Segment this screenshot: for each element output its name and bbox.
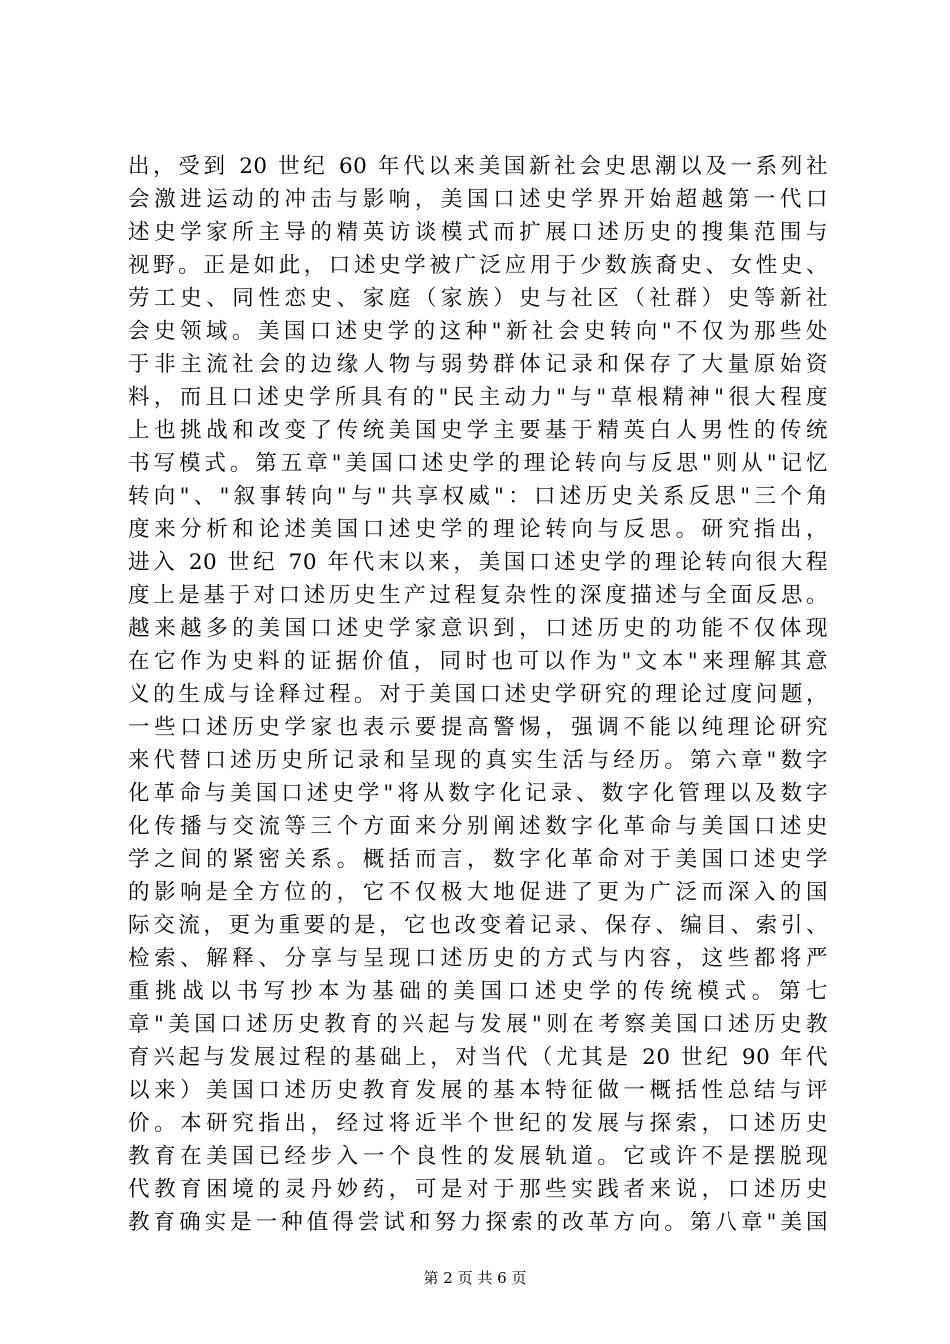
text-line: 视野。正是如此，口述史学被广泛应用于少数族裔史、女性史、 [128,253,828,278]
text-line: 劳工史、同性恋史、家庭（家族）史与社区（社群）史等新社 [128,286,828,311]
text-line: 教育确实是一种值得尝试和努力探索的改革方向。第八章"美国 [128,1210,828,1235]
text-line: 述史学家所主导的精英访谈模式而扩展口述历史的搜集范围与 [128,220,828,245]
text-line: 以来）美国口述历史教育发展的基本特征做一概括性总结与评 [128,1078,828,1103]
text-line: 越来越多的美国口述史学家意识到，口述历史的功能不仅体现 [128,616,828,641]
text-line: 在它作为史料的证据价值，同时也可以作为"文本"来理解其意 [128,649,828,674]
text-line: 教育在美国已经步入一个良性的发展轨道。它或许不是摆脱现 [128,1144,828,1169]
text-line: 转向"、"叙事转向"与"共享权威"：口述历史关系反思"三个角 [128,484,828,509]
text-line: 于非主流社会的边缘人物与弱势群体记录和保存了大量原始资 [128,352,828,377]
page-footer [0,1268,950,1288]
text-line: 价。本研究指出，经过将近半个世纪的发展与探索，口述历史 [128,1111,828,1136]
page-number-label: 第 2 页 共 6 页 [423,1269,527,1287]
text-line: 度来分析和论述美国口述史学的理论转向与反思。研究指出， [128,517,828,542]
text-line: 一些口述历史学家也表示要提高警惕，强调不能以纯理论研究 [128,715,828,740]
text-line: 育兴起与发展过程的基础上，对当代（尤其是 20 世纪 90 年代 [128,1045,828,1070]
text-line: 上也挑战和改变了传统美国史学主要基于精英白人男性的传统 [128,418,828,443]
text-line: 重挑战以书写抄本为基础的美国口述史学的传统模式。第七 [128,979,828,1004]
text-line: 来代替口述历史所记录和呈现的真实生活与经历。第六章"数字 [128,748,828,773]
text-line: 进入 20 世纪 70 年代末以来，美国口述史学的理论转向很大程 [128,550,828,575]
text-line: 章"美国口述历史教育的兴起与发展"则在考察美国口述历史教 [128,1012,828,1037]
text-line: 出，受到 20 世纪 60 年代以来美国新社会史思潮以及一系列社 [128,154,828,179]
text-line: 代教育困境的灵丹妙药，可是对于那些实践者来说，口述历史 [128,1177,828,1202]
text-line: 义的生成与诠释过程。对于美国口述史学研究的理论过度问题， [128,682,828,707]
text-line: 的影响是全方位的，它不仅极大地促进了更为广泛而深入的国 [128,880,828,905]
text-line: 会激进运动的冲击与影响，美国口述史学界开始超越第一代口 [128,187,828,212]
text-line: 书写模式。第五章"美国口述史学的理论转向与反思"则从"记忆 [128,451,828,476]
text-line: 检索、解释、分享与呈现口述历史的方式与内容，这些都将严 [128,946,828,971]
text-line: 际交流，更为重要的是，它也改变着记录、保存、编目、索引、 [128,913,828,938]
body-text [128,150,828,1239]
text-line: 会史领域。美国口述史学的这种"新社会史转向"不仅为那些处 [128,319,828,344]
text-line: 化革命与美国口述史学"将从数字化记录、数字化管理以及数字 [128,781,828,806]
text-line: 学之间的紧密关系。概括而言，数字化革命对于美国口述史学 [128,847,828,872]
text-line: 化传播与交流等三个方面来分别阐述数字化革命与美国口述史 [128,814,828,839]
text-line: 度上是基于对口述历史生产过程复杂性的深度描述与全面反思。 [128,583,828,608]
text-line: 料，而且口述史学所具有的"民主动力"与"草根精神"很大程度 [128,385,828,410]
